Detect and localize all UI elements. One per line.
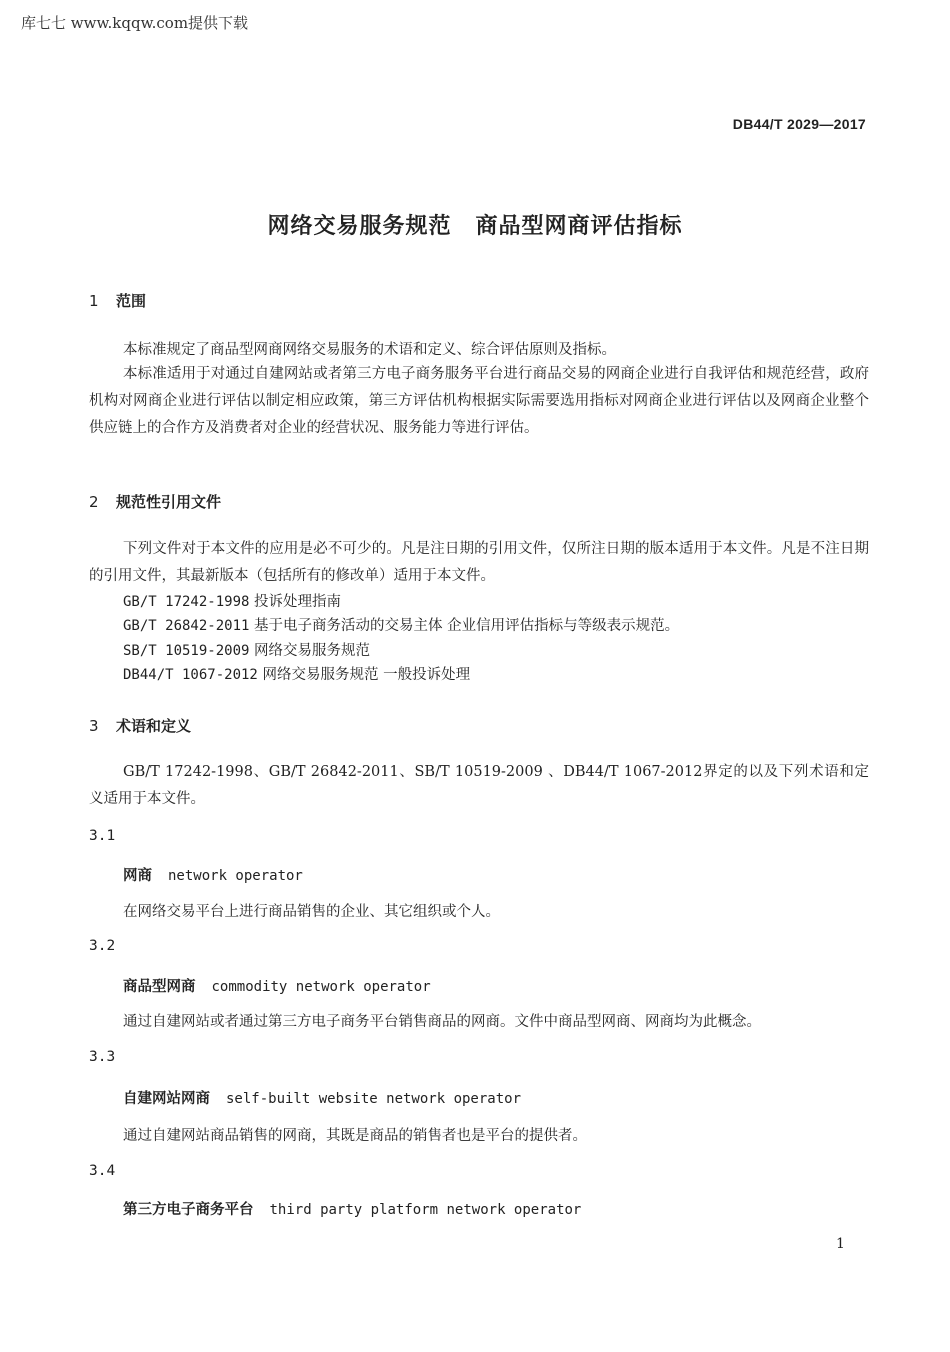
reference-item: DB44/T 1067-2012 网络交易服务规范 一般投诉处理 [123, 667, 471, 683]
term-definition: 通过自建网站或者通过第三方电子商务平台销售商品的网商。文件中商品型网商、网商均为此概念。 [123, 1014, 761, 1030]
term-definition: 在网络交易平台上进行商品销售的企业、其它组织或个人。 [123, 904, 500, 920]
reference-item: GB/T 26842-2011 基于电子商务活动的交易主体 企业信用评估指标与等级表示规范。 [123, 618, 680, 634]
title-part-2: 商品型网商评估指标 [475, 214, 683, 239]
standard-code: DB44/T 2029—2017 [732, 116, 866, 132]
clause-number: 3.3 [89, 1049, 116, 1065]
section-1-heading: 1 范围 [89, 292, 147, 310]
term-heading: 商品型网商 commodity network operator [123, 979, 431, 995]
title-part-1: 网络交易服务规范 [267, 214, 452, 239]
term-heading: 第三方电子商务平台 third party platform network operator [123, 1202, 582, 1218]
clause-number: 3.2 [89, 938, 116, 954]
page-number: 1 [836, 1236, 845, 1252]
watermark-text: 库七七 www.kqqw.com提供下载 [21, 14, 249, 32]
term-heading: 网商 network operator [123, 868, 303, 884]
section-2-intro: 下列文件对于本文件的应用是必不可少的。凡是注日期的引用文件，仅所注日期的版本适用于本文件。凡是不注日期的引用文件，其最新版本（包括所有的修改单）适用于本文件。 [89, 541, 869, 584]
term-heading: 自建网站网商 self-built website network operator [123, 1091, 522, 1107]
section-3-heading: 3 术语和定义 [89, 717, 192, 735]
document-title [0, 209, 950, 240]
clause-number: 3.4 [89, 1163, 116, 1179]
section-3-intro: GB/T 17242-1998、GB/T 26842-2011、SB/T 10519-2009 、DB44/T 1067-2012界定的以及下列术语和定义适用于本文件。 [89, 764, 869, 807]
reference-item: GB/T 17242-1998 投诉处理指南 [123, 594, 342, 610]
section-1-paragraph-2: 本标准适用于对通过自建网站或者第三方电子商务服务平台进行商品交易的网商企业进行自我评估和规范经营，政府机构对网商企业进行评估以制定相应政策，第三方评估机构根据实际需要选用指标对网商企业进行评估以及网商企业整个供应链上的合作方及消费者对企业的经营状况、服务能力等进行评估。 [89, 366, 869, 436]
clause-number: 3.1 [89, 828, 116, 844]
term-definition: 通过自建网站商品销售的网商，其既是商品的销售者也是平台的提供者。 [123, 1128, 587, 1144]
section-2-heading: 2 规范性引用文件 [89, 493, 222, 511]
section-1-paragraph-1: 本标准规定了商品型网商网络交易服务的术语和定义、综合评估原则及指标。 [123, 342, 616, 358]
reference-item: SB/T 10519-2009 网络交易服务规范 [123, 643, 371, 659]
